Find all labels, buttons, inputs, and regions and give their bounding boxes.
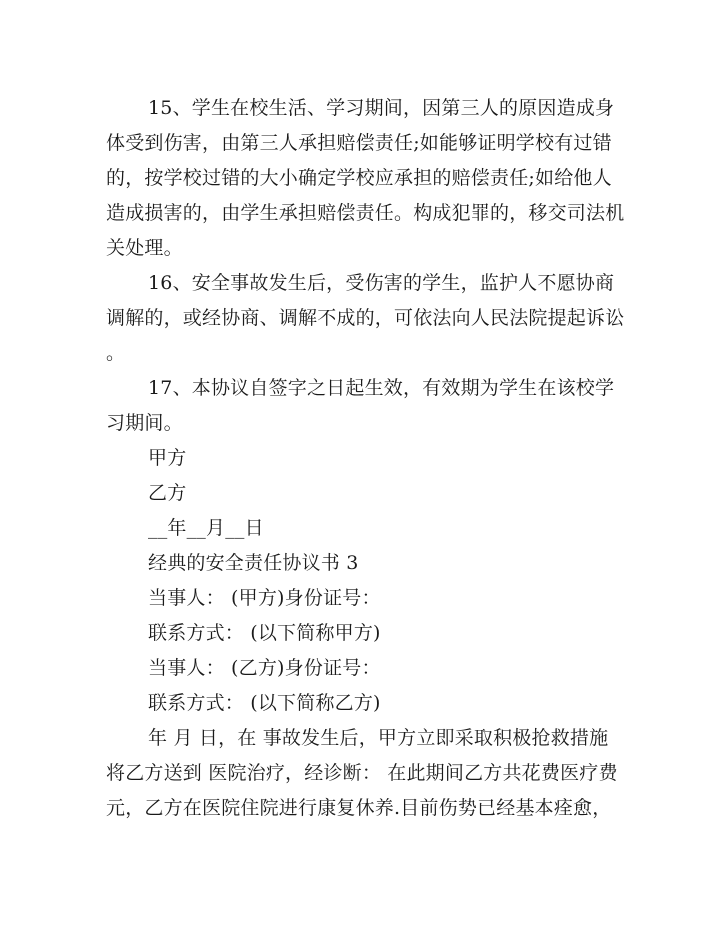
section-title: 经典的安全责任协议书 3 [148, 552, 359, 574]
clause-16-line-3: 。 [106, 342, 126, 364]
party-b-signature: 乙方 [148, 482, 187, 504]
narrative-line-2: 将乙方送到 医院治疗，经诊断： 在此期间乙方共花费医疗费 [106, 762, 618, 784]
clause-15-line-3: 的，按学校过错的大小确定学校应承担的赔偿责任;如给他人 [106, 167, 612, 189]
party-a-signature: 甲方 [148, 447, 187, 469]
narrative-line-3: 元，乙方在医院住院进行康复休养.目前伤势已经基本痊愈， [106, 797, 612, 819]
clause-17-line-1: 17、本协议自签字之日起生效，有效期为学生在该校学 [148, 377, 615, 399]
party-2-contact: 联系方式： (以下简称乙方) [148, 692, 381, 714]
party-1-contact: 联系方式： (以下简称甲方) [148, 622, 381, 644]
clause-16-line-1: 16、安全事故发生后，受伤害的学生，监护人不愿协商 [148, 272, 615, 294]
narrative-line-1: 年 月 日，在 事故发生后，甲方立即采取积极抢救措施 [148, 727, 609, 749]
clause-15-line-1: 15、学生在校生活、学习期间，因第三人的原因造成身 [148, 97, 615, 119]
party-2-label: 当事人： (乙方)身份证号： [148, 657, 381, 679]
clause-15-line-5: 关处理。 [106, 237, 183, 259]
party-1-label: 当事人： (甲方)身份证号： [148, 587, 381, 609]
date-line: __年__月__日 [148, 517, 264, 539]
clause-15-line-2: 体受到伤害，由第三人承担赔偿责任;如能够证明学校有过错 [106, 132, 612, 154]
clause-15-line-4: 造成损害的，由学生承担赔偿责任。构成犯罪的，移交司法机 [106, 202, 625, 224]
clause-16-line-2: 调解的，或经协商、调解不成的，可依法向人民法院提起诉讼 [106, 307, 625, 329]
clause-17-line-2: 习期间。 [106, 412, 183, 434]
